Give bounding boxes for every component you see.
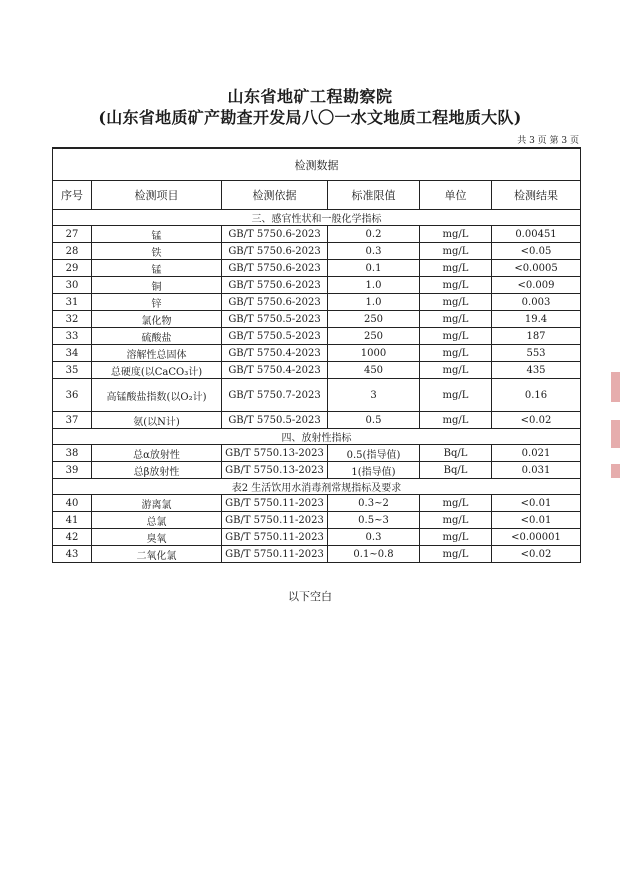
test-method-cell: GB/T 5750.4-2023: [222, 345, 328, 362]
row-number-cell: 43: [53, 546, 92, 563]
seal-edge-mark: [611, 420, 620, 448]
column-header: 单位: [420, 181, 492, 210]
row-number-cell: 27: [53, 226, 92, 243]
standard-limit-cell: 1.0: [328, 277, 420, 294]
section-title: 四、放射性指标: [53, 429, 581, 445]
row-number-cell: 30: [53, 277, 92, 294]
row-number-cell: 29: [53, 260, 92, 277]
table-row: [53, 495, 581, 512]
standard-limit-cell: 0.1~0.8: [328, 546, 420, 563]
table-row: [53, 294, 581, 311]
row-number-cell: 40: [53, 495, 92, 512]
table-row: [53, 529, 581, 546]
test-result-cell: <0.009: [492, 277, 581, 294]
standard-limit-cell: 250: [328, 311, 420, 328]
standard-limit-cell: 1.0: [328, 294, 420, 311]
test-result-cell: <0.01: [492, 512, 581, 529]
seal-edge-mark: [611, 464, 620, 478]
column-header: 检测项目: [92, 181, 222, 210]
table-row: [53, 379, 581, 412]
institute-subtitle: (山东省地质矿产勘查开发局八〇一水文地质工程地质大队): [98, 108, 522, 127]
unit-cell: mg/L: [420, 345, 492, 362]
test-item-cell: 锰: [92, 260, 222, 277]
standard-limit-cell: 1000: [328, 345, 420, 362]
test-method-cell: GB/T 5750.11-2023: [222, 529, 328, 546]
standard-limit-cell: 3: [328, 379, 420, 412]
table-row: [53, 512, 581, 529]
table-row: [53, 546, 581, 563]
standard-limit-cell: 0.5~3: [328, 512, 420, 529]
test-method-cell: GB/T 5750.11-2023: [222, 512, 328, 529]
test-item-cell: 铁: [92, 243, 222, 260]
unit-cell: mg/L: [420, 328, 492, 345]
test-item-cell: 总β放射性: [92, 462, 222, 479]
test-method-cell: GB/T 5750.7-2023: [222, 379, 328, 412]
section-row: [53, 210, 581, 226]
test-result-cell: 0.003: [492, 294, 581, 311]
blank-below-note: 以下空白: [288, 590, 332, 603]
unit-cell: mg/L: [420, 226, 492, 243]
row-number-cell: 33: [53, 328, 92, 345]
test-method-cell: GB/T 5750.11-2023: [222, 546, 328, 563]
test-item-cell: 二氧化氯: [92, 546, 222, 563]
table-caption: 检测数据: [53, 148, 581, 181]
row-number-cell: 35: [53, 362, 92, 379]
test-method-cell: GB/T 5750.5-2023: [222, 311, 328, 328]
standard-limit-cell: 0.5(指导值): [328, 445, 420, 462]
row-number-cell: 28: [53, 243, 92, 260]
standard-limit-cell: 0.3~2: [328, 495, 420, 512]
row-number-cell: 34: [53, 345, 92, 362]
test-method-cell: GB/T 5750.6-2023: [222, 294, 328, 311]
unit-cell: mg/L: [420, 512, 492, 529]
unit-cell: mg/L: [420, 379, 492, 412]
test-item-cell: 氯化物: [92, 311, 222, 328]
test-method-cell: GB/T 5750.6-2023: [222, 243, 328, 260]
standard-limit-cell: 450: [328, 362, 420, 379]
test-item-cell: 锰: [92, 226, 222, 243]
test-method-cell: GB/T 5750.13-2023: [222, 445, 328, 462]
row-number-cell: 38: [53, 445, 92, 462]
test-method-cell: GB/T 5750.11-2023: [222, 495, 328, 512]
section-row: [53, 479, 581, 495]
column-header: 标准限值: [328, 181, 420, 210]
unit-cell: mg/L: [420, 546, 492, 563]
row-number-cell: 36: [53, 379, 92, 412]
seal-edge-mark: [611, 372, 620, 402]
table-row: [53, 243, 581, 260]
test-item-cell: 氨(以N计): [92, 412, 222, 429]
section-title: 三、感官性状和一般化学指标: [53, 210, 581, 226]
table-row: [53, 412, 581, 429]
test-result-cell: 553: [492, 345, 581, 362]
test-method-cell: GB/T 5750.6-2023: [222, 226, 328, 243]
standard-limit-cell: 0.5: [328, 412, 420, 429]
test-result-cell: 0.031: [492, 462, 581, 479]
test-item-cell: 铜: [92, 277, 222, 294]
test-result-cell: 0.021: [492, 445, 581, 462]
table-row: [53, 328, 581, 345]
test-item-cell: 硫酸盐: [92, 328, 222, 345]
test-item-cell: 溶解性总固体: [92, 345, 222, 362]
unit-cell: mg/L: [420, 529, 492, 546]
test-result-cell: <0.05: [492, 243, 581, 260]
table-row: [53, 226, 581, 243]
row-number-cell: 32: [53, 311, 92, 328]
standard-limit-cell: 0.2: [328, 226, 420, 243]
test-result-cell: 187: [492, 328, 581, 345]
standard-limit-cell: 0.1: [328, 260, 420, 277]
unit-cell: mg/L: [420, 311, 492, 328]
test-item-cell: 游离氯: [92, 495, 222, 512]
standard-limit-cell: 0.3: [328, 243, 420, 260]
test-method-cell: GB/T 5750.6-2023: [222, 277, 328, 294]
test-result-cell: <0.01: [492, 495, 581, 512]
unit-cell: Bq/L: [420, 462, 492, 479]
table-row: [53, 311, 581, 328]
unit-cell: mg/L: [420, 294, 492, 311]
unit-cell: mg/L: [420, 243, 492, 260]
section-title: 表2 生活饮用水消毒剂常规指标及要求: [53, 479, 581, 495]
row-number-cell: 41: [53, 512, 92, 529]
table-row: [53, 362, 581, 379]
test-result-cell: 0.16: [492, 379, 581, 412]
test-result-cell: <0.02: [492, 546, 581, 563]
column-header: 检测结果: [492, 181, 581, 210]
table-row: [53, 260, 581, 277]
unit-cell: mg/L: [420, 412, 492, 429]
test-result-cell: <0.00001: [492, 529, 581, 546]
table-row: [53, 462, 581, 479]
table-row: [53, 445, 581, 462]
unit-cell: Bq/L: [420, 445, 492, 462]
column-header: 检测依据: [222, 181, 328, 210]
test-result-cell: 435: [492, 362, 581, 379]
unit-cell: mg/L: [420, 362, 492, 379]
test-item-cell: 总α放射性: [92, 445, 222, 462]
test-method-cell: GB/T 5750.6-2023: [222, 260, 328, 277]
test-method-cell: GB/T 5750.4-2023: [222, 362, 328, 379]
institute-title: 山东省地矿工程勘察院: [227, 87, 393, 106]
row-number-cell: 42: [53, 529, 92, 546]
unit-cell: mg/L: [420, 495, 492, 512]
test-result-cell: <0.0005: [492, 260, 581, 277]
row-number-cell: 37: [53, 412, 92, 429]
column-header: 序号: [53, 181, 92, 210]
test-method-cell: GB/T 5750.13-2023: [222, 462, 328, 479]
unit-cell: mg/L: [420, 260, 492, 277]
test-method-cell: GB/T 5750.5-2023: [222, 328, 328, 345]
row-number-cell: 31: [53, 294, 92, 311]
test-result-cell: 0.00451: [492, 226, 581, 243]
unit-cell: mg/L: [420, 277, 492, 294]
test-item-cell: 高锰酸盐指数(以O₂计): [92, 379, 222, 412]
test-method-cell: GB/T 5750.5-2023: [222, 412, 328, 429]
test-item-cell: 总氯: [92, 512, 222, 529]
standard-limit-cell: 250: [328, 328, 420, 345]
table-row: [53, 345, 581, 362]
page-indicator: 共 3 页 第 3 页: [517, 136, 579, 146]
row-number-cell: 39: [53, 462, 92, 479]
test-result-cell: 19.4: [492, 311, 581, 328]
standard-limit-cell: 0.3: [328, 529, 420, 546]
test-item-cell: 臭氧: [92, 529, 222, 546]
standard-limit-cell: 1(指导值): [328, 462, 420, 479]
table-row: [53, 277, 581, 294]
test-item-cell: 总硬度(以CaCO₃计): [92, 362, 222, 379]
test-item-cell: 锌: [92, 294, 222, 311]
test-data-table: [52, 147, 581, 563]
section-row: [53, 429, 581, 445]
test-result-cell: <0.02: [492, 412, 581, 429]
